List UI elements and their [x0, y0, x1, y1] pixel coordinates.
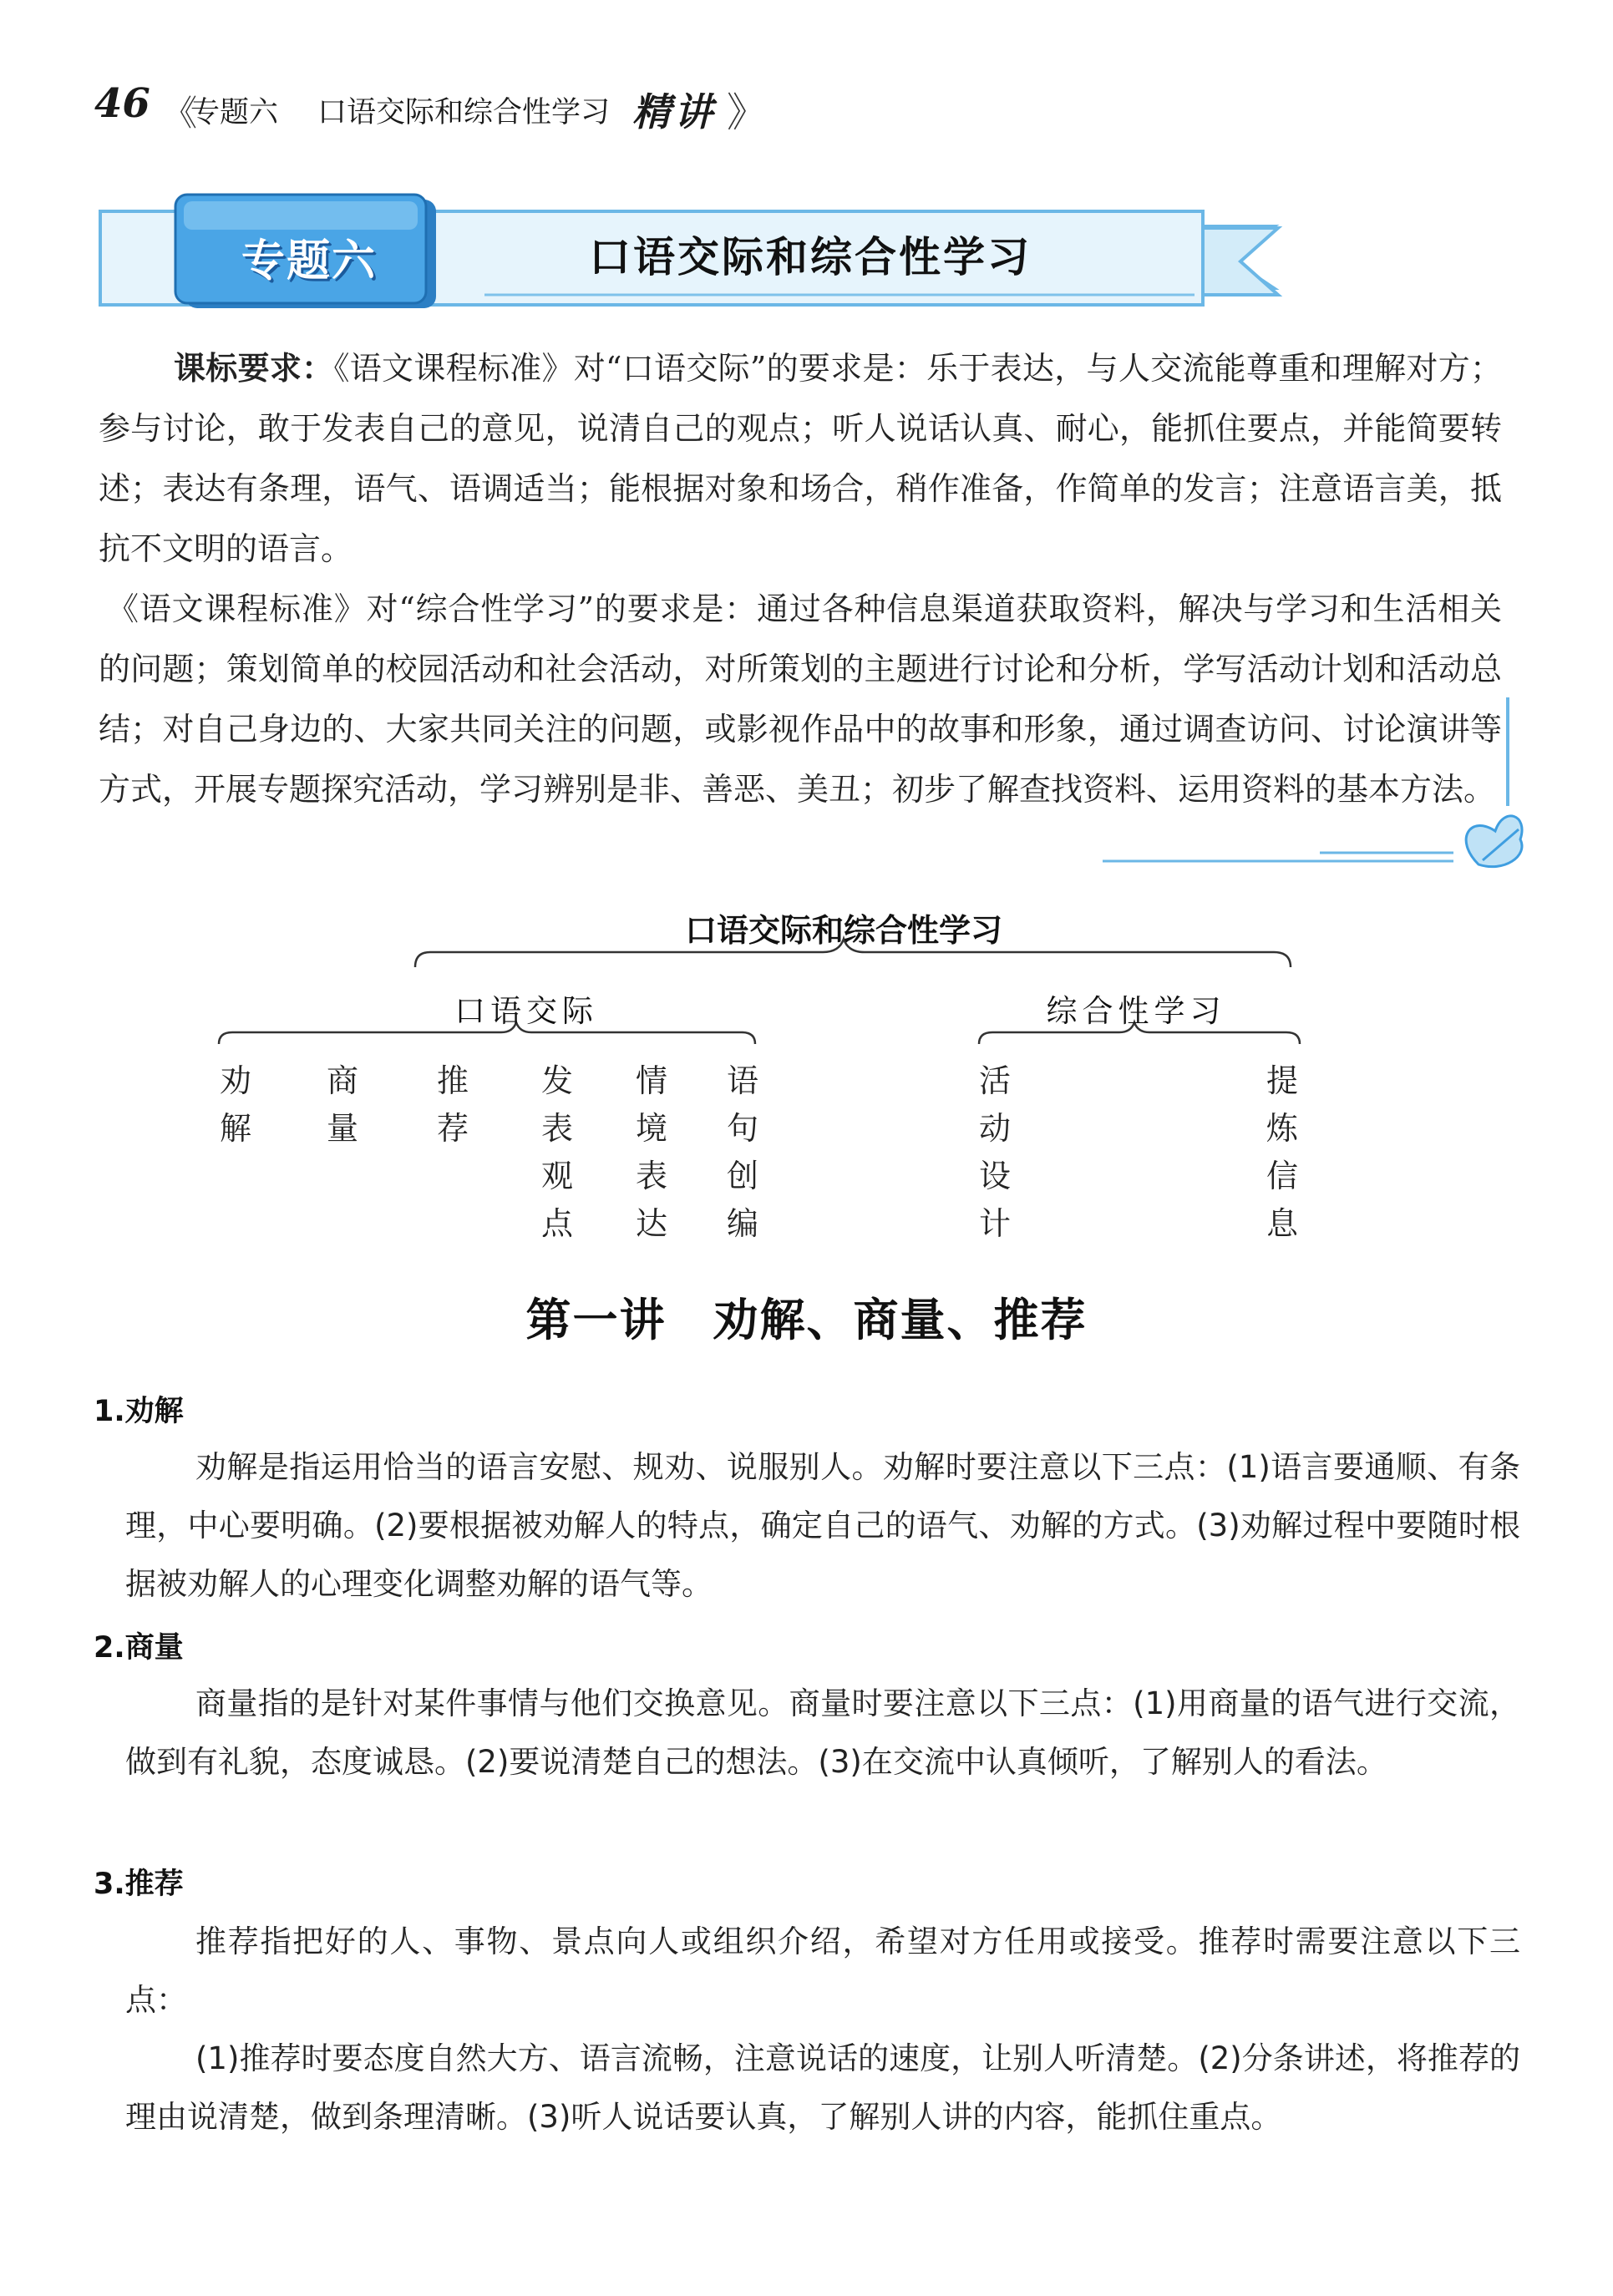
section-body-continued: (1)推荐时要态度自然大方、语言流畅，注意说话的速度，让别人听清楚。(2)分条讲述，将推荐的理由说清楚，做到条理清晰。(3)听人说话要认真，了解别人讲的内容，能抓住重点。: [125, 2040, 1520, 2135]
section-body: 推荐指把好的人、事物、景点向人或组织介绍，希望对方任用或接受。推荐时需要注意以下三点：: [125, 1923, 1520, 2018]
section-heading: 1.劝解: [94, 1395, 184, 1428]
tree-leaf: 劝 解: [219, 1062, 251, 1147]
tree-leaf: 活 动 设 计: [978, 1062, 1011, 1242]
tree-branch-oral: 口语交际: [454, 993, 598, 1029]
section-heading: 3.推荐: [94, 1868, 184, 1901]
header-topic: 专题六: [190, 96, 279, 129]
requirement-oral-text: 《语文课程标准》对“口语交际”的要求是：乐于表达，与人交流能尊重和理解对方；参与讨论，敢于发表自己的意见，说清自己的观点；听人说话认真、耐心，能抓住要点，并能简要转述；表达有条理，语气、语调适当；能根据对象和场合，稍作准备，作简单的发言；注意语言美，抵抗不文明的语言。: [99, 350, 1502, 567]
tree-leaf: 发 表 观 点: [540, 1062, 573, 1242]
banner-tag: 专题六: [241, 236, 377, 286]
tree-root: 口语交际和综合性学习: [684, 912, 1002, 949]
section-body: 商量指的是针对某件事情与他们交换意见。商量时要注意以下三点：(1)用商量的语气进行交流，做到有礼貌，态度诚恳。(2)要说清楚自己的想法。(3)在交流中认真倾听，了解别人的看法。: [125, 1685, 1520, 1780]
header-mode: 精讲: [632, 89, 716, 134]
banner-title: 口语交际和综合性学习: [589, 233, 1032, 281]
tree-leaf: 情 境 表 达: [635, 1062, 667, 1242]
header-open-mark: 《: [162, 93, 198, 134]
page-number: 46: [94, 80, 150, 127]
header-close-mark: 》: [727, 89, 768, 136]
requirement-label: 课标要求：: [174, 350, 334, 387]
tree-branch-comprehensive: 综合性学习: [1046, 993, 1226, 1029]
section-heading: 2.商量: [94, 1631, 184, 1665]
section-body: 劝解是指运用恰当的语言安慰、规劝、说服别人。劝解时要注意以下三点：(1)语言要通顺、有条理，中心要明确。(2)要根据被劝解人的特点，确定自己的语气、劝解的方式。(3)劝解过程中要随时根据被劝解人的心理变化调整劝解的语气等。: [125, 1449, 1520, 1602]
tree-leaf: 商 量: [326, 1062, 358, 1147]
tree-leaf: 语 句 创 编: [726, 1062, 758, 1242]
tree-leaf: 推 荐: [436, 1062, 469, 1147]
lecture-title: 第一讲 劝解、商量、推荐: [525, 1294, 1088, 1346]
header-title: 口语交际和综合性学习: [317, 96, 611, 129]
tree-leaf: 提 炼 信 息: [1266, 1062, 1298, 1242]
requirement-comprehensive: 《语文课程标准》对“综合性学习”的要求是：通过各种信息渠道获取资料，解决与学习和生活相关的问题；策划简单的校园活动和社会活动，对所策划的主题进行讨论和分析，学写活动计划和活动总结；对自己身边的、大家共同关注的问题，或影视作品中的故事和形象，通过调查访问、讨论演讲等方式，开展专题探究活动，学习辨别是非、善恶、美丑；初步了解查找资料、运用资料的基本方法。: [99, 590, 1502, 808]
